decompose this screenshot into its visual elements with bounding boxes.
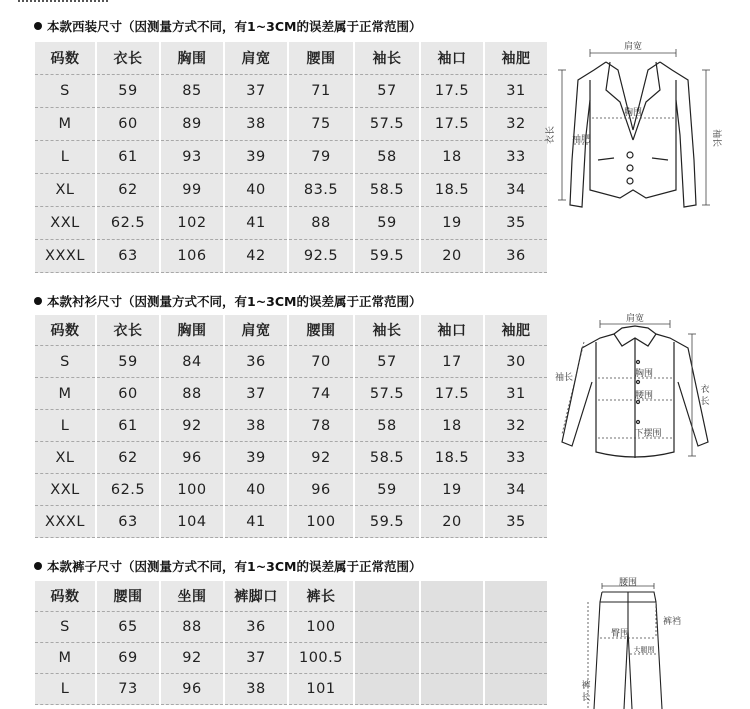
value-cell: 83.5 (289, 174, 353, 207)
sleeve-length-label: 袖长 (711, 128, 721, 148)
value-cell: 57 (355, 346, 419, 378)
size-cell: XL (35, 174, 95, 207)
value-cell: 19 (421, 207, 483, 240)
value-cell: 102 (161, 207, 223, 240)
value-cell: 34 (485, 474, 547, 506)
header-cell: 裤脚口 (225, 581, 287, 612)
value-cell (421, 612, 483, 643)
value-cell: 92.5 (289, 240, 353, 273)
value-cell: 33 (485, 141, 547, 174)
table-row (35, 174, 547, 207)
value-cell: 92 (289, 442, 353, 474)
value-cell (355, 674, 419, 705)
jacket-section-title (34, 17, 421, 35)
jacket-size-table (33, 42, 549, 273)
value-cell: 58.5 (355, 174, 419, 207)
value-cell (485, 674, 547, 705)
length-label-1: 衣 (700, 385, 710, 395)
value-cell: 38 (225, 674, 287, 705)
table-row (35, 240, 547, 273)
value-cell: 57 (355, 75, 419, 108)
value-cell: 20 (421, 506, 483, 538)
rise-label: 裤裆 (662, 617, 682, 627)
hem-label: 下摆围 (634, 429, 662, 439)
value-cell: 92 (161, 643, 223, 674)
value-cell: 30 (485, 346, 547, 378)
table-row (35, 141, 547, 174)
value-cell: 34 (485, 174, 547, 207)
table-row (35, 378, 547, 410)
value-cell: 79 (289, 141, 353, 174)
value-cell: 32 (485, 108, 547, 141)
table-row (35, 75, 547, 108)
value-cell: 58.5 (355, 442, 419, 474)
size-cell: S (35, 346, 95, 378)
size-cell: S (35, 75, 95, 108)
value-cell: 96 (161, 674, 223, 705)
value-cell (355, 612, 419, 643)
value-cell: 40 (225, 174, 287, 207)
value-cell: 73 (97, 674, 159, 705)
value-cell (355, 643, 419, 674)
header-cell (421, 581, 483, 612)
header-cell (355, 581, 419, 612)
bullet-icon (34, 297, 42, 305)
value-cell: 60 (97, 108, 159, 141)
size-cell: S (35, 612, 95, 643)
header-cell (485, 581, 547, 612)
value-cell: 35 (485, 207, 547, 240)
table-row (35, 612, 547, 643)
size-cell: M (35, 108, 95, 141)
shoulder-label: 肩宽 (623, 42, 643, 52)
header-cell: 袖口 (421, 315, 483, 346)
value-cell: 58 (355, 410, 419, 442)
value-cell: 59.5 (355, 506, 419, 538)
value-cell: 63 (97, 240, 159, 273)
header-cell: 衣长 (97, 42, 159, 75)
value-cell: 35 (485, 506, 547, 538)
table-row (35, 643, 547, 674)
value-cell: 17 (421, 346, 483, 378)
value-cell: 96 (289, 474, 353, 506)
value-cell: 37 (225, 643, 287, 674)
value-cell: 84 (161, 346, 223, 378)
value-cell: 100 (289, 612, 353, 643)
value-cell: 31 (485, 378, 547, 410)
value-cell: 106 (161, 240, 223, 273)
waist-label: 腰围 (618, 578, 638, 588)
value-cell: 19 (421, 474, 483, 506)
value-cell: 17.5 (421, 108, 483, 141)
value-cell: 59 (355, 474, 419, 506)
table-row (35, 207, 547, 240)
value-cell: 62 (97, 174, 159, 207)
value-cell: 37 (225, 378, 287, 410)
header-cell: 袖肥 (485, 42, 547, 75)
shoulder-label: 肩宽 (625, 314, 645, 324)
size-cell: M (35, 378, 95, 410)
value-cell: 39 (225, 141, 287, 174)
header-cell: 袖长 (355, 42, 419, 75)
value-cell: 18.5 (421, 442, 483, 474)
header-cell: 胸围 (161, 42, 223, 75)
value-cell: 36 (225, 346, 287, 378)
value-cell: 96 (161, 442, 223, 474)
value-cell: 18 (421, 141, 483, 174)
value-cell: 36 (485, 240, 547, 273)
size-cell: XL (35, 442, 95, 474)
shirt-title-text: 本款衬衫尺寸（因测量方式不同，有1~3CM的误差属于正常范围） (47, 294, 422, 309)
jacket-diagram (546, 40, 721, 220)
header-cell: 腰围 (289, 315, 353, 346)
header-cell: 肩宽 (225, 42, 287, 75)
table-row (35, 506, 547, 538)
value-cell (421, 643, 483, 674)
size-cell: XXL (35, 207, 95, 240)
table-header-row (35, 315, 547, 346)
sleeve-length-label: 袖长 (554, 373, 574, 383)
value-cell: 63 (97, 506, 159, 538)
value-cell: 17.5 (421, 75, 483, 108)
pants-diagram (582, 578, 692, 709)
value-cell: 57.5 (355, 108, 419, 141)
value-cell: 71 (289, 75, 353, 108)
size-cell: L (35, 410, 95, 442)
value-cell: 37 (225, 75, 287, 108)
value-cell: 41 (225, 506, 287, 538)
value-cell (485, 643, 547, 674)
bullet-icon (34, 22, 42, 30)
header-cell: 裤长 (289, 581, 353, 612)
value-cell: 42 (225, 240, 287, 273)
value-cell: 59.5 (355, 240, 419, 273)
table-row (35, 346, 547, 378)
value-cell: 62.5 (97, 207, 159, 240)
shirt-section-title (34, 292, 421, 310)
value-cell: 75 (289, 108, 353, 141)
jacket-title-text: 本款西装尺寸（因测量方式不同，有1~3CM的误差属于正常范围） (47, 19, 422, 34)
value-cell: 18 (421, 410, 483, 442)
value-cell: 38 (225, 410, 287, 442)
value-cell: 59 (97, 75, 159, 108)
value-cell: 31 (485, 75, 547, 108)
value-cell: 88 (289, 207, 353, 240)
value-cell: 100 (289, 506, 353, 538)
table-row (35, 474, 547, 506)
chest-label: 胸围 (623, 108, 643, 118)
shirt-diagram (552, 312, 717, 472)
header-cell: 码数 (35, 42, 95, 75)
table-row (35, 442, 547, 474)
value-cell: 17.5 (421, 378, 483, 410)
value-cell: 85 (161, 75, 223, 108)
value-cell: 57.5 (355, 378, 419, 410)
value-cell: 59 (97, 346, 159, 378)
size-cell: XXXL (35, 506, 95, 538)
header-cell: 码数 (35, 581, 95, 612)
table-row (35, 108, 547, 141)
value-cell: 99 (161, 174, 223, 207)
table-row (35, 674, 547, 705)
value-cell: 101 (289, 674, 353, 705)
value-cell: 38 (225, 108, 287, 141)
sleeve-width-label: 袖肥 (571, 135, 591, 145)
header-cell: 袖肥 (485, 315, 547, 346)
pants-section-title (34, 557, 421, 575)
value-cell: 40 (225, 474, 287, 506)
length-label: 衣长 (546, 125, 556, 145)
value-cell: 60 (97, 378, 159, 410)
header-cell: 坐围 (161, 581, 223, 612)
header-cell: 码数 (35, 315, 95, 346)
table-header-row (35, 581, 547, 612)
length-label-2: 长 (700, 397, 710, 407)
value-cell: 104 (161, 506, 223, 538)
table-header-row (35, 42, 547, 75)
value-cell: 88 (161, 612, 223, 643)
value-cell: 59 (355, 207, 419, 240)
value-cell (421, 674, 483, 705)
header-cell: 袖长 (355, 315, 419, 346)
value-cell: 18.5 (421, 174, 483, 207)
header-cell: 腰围 (289, 42, 353, 75)
bullet-icon (34, 562, 42, 570)
value-cell: 58 (355, 141, 419, 174)
size-cell: L (35, 674, 95, 705)
size-cell: L (35, 141, 95, 174)
shirt-size-table (33, 315, 549, 538)
pants-size-table (33, 581, 549, 705)
value-cell: 62.5 (97, 474, 159, 506)
size-cell: XXXL (35, 240, 95, 273)
header-cell: 腰围 (97, 581, 159, 612)
value-cell: 70 (289, 346, 353, 378)
value-cell: 61 (97, 410, 159, 442)
waist-label: 腰围 (634, 391, 654, 401)
value-cell: 74 (289, 378, 353, 410)
value-cell: 88 (161, 378, 223, 410)
value-cell: 93 (161, 141, 223, 174)
pants-title-text: 本款裤子尺寸（因测量方式不同，有1~3CM的误差属于正常范围） (47, 559, 422, 574)
value-cell: 100 (161, 474, 223, 506)
header-cell: 衣长 (97, 315, 159, 346)
table-row (35, 410, 547, 442)
value-cell (485, 612, 547, 643)
value-cell: 62 (97, 442, 159, 474)
chest-label: 胸围 (634, 369, 654, 379)
header-cell: 肩宽 (225, 315, 287, 346)
size-cell: XXL (35, 474, 95, 506)
value-cell: 61 (97, 141, 159, 174)
value-cell: 39 (225, 442, 287, 474)
value-cell: 78 (289, 410, 353, 442)
value-cell: 32 (485, 410, 547, 442)
value-cell: 89 (161, 108, 223, 141)
value-cell: 41 (225, 207, 287, 240)
value-cell: 92 (161, 410, 223, 442)
value-cell: 36 (225, 612, 287, 643)
value-cell: 33 (485, 442, 547, 474)
top-divider (18, 0, 108, 6)
hip-label: 臀围 (610, 629, 630, 639)
value-cell: 65 (97, 612, 159, 643)
value-cell: 69 (97, 643, 159, 674)
length-label-1: 裤 (581, 681, 591, 691)
header-cell: 胸围 (161, 315, 223, 346)
value-cell: 100.5 (289, 643, 353, 674)
value-cell: 20 (421, 240, 483, 273)
size-cell: M (35, 643, 95, 674)
header-cell: 袖口 (421, 42, 483, 75)
thigh-label: 大腿围 (633, 646, 655, 654)
length-label-2: 长 (581, 693, 591, 703)
